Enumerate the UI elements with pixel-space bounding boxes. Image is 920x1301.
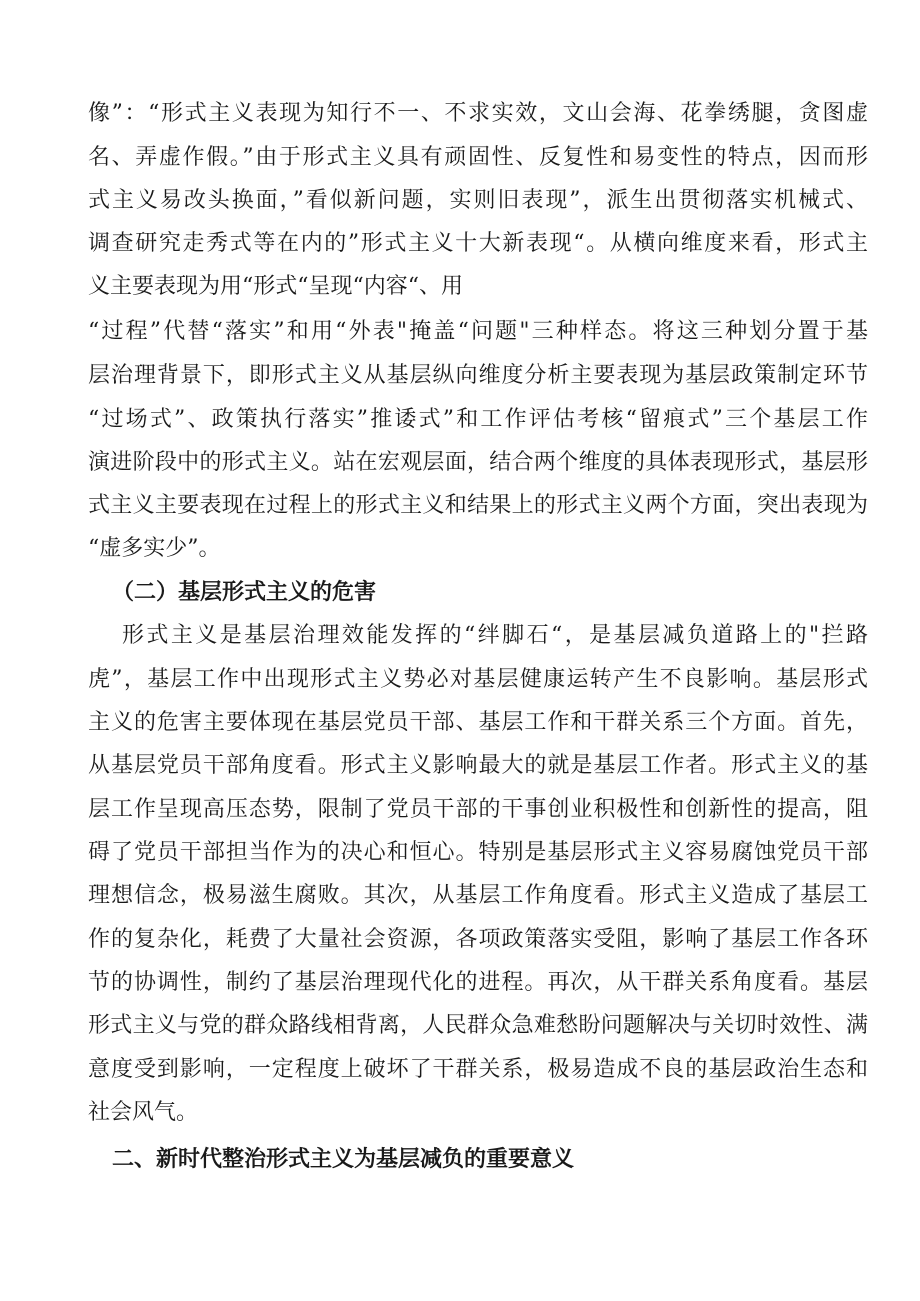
paragraph-line: “过场式”、政策执行落实”推诿式”和工作评估考核“留痕式”三个基层工作 xyxy=(88,407,868,432)
paragraph-line: 式主义易改头换面，”看似新问题，实则旧表现”，派生出贯彻落实机械式、 xyxy=(88,188,868,213)
paragraph-line: 名、弄虚作假。”由于形式主义具有顽固性、反复性和易变性的特点，因而形 xyxy=(88,145,868,170)
paragraph-line: 从基层党员干部角度看。形式主义影响最大的就是基层工作者。形式主义的基 xyxy=(88,753,868,778)
paragraph-line: “虚多实少”。 xyxy=(88,536,221,561)
paragraph-line: 虎”，基层工作中出现形式主义势必对基层健康运转产生不良影响。基层形式 xyxy=(88,667,868,692)
paragraph-line: 式主义主要表现在过程上的形式主义和结果上的形式主义两个方面，突出表现为 xyxy=(88,493,868,518)
paragraph-line: 形式主义是基层治理效能发挥的“绊脚石“，是基层减负道路上的"拦路 xyxy=(122,623,868,648)
paragraph-line: 社会风气。 xyxy=(88,1100,199,1125)
paragraph-line: 节的协调性，制约了基层治理现代化的进程。再次，从干群关系角度看。基层 xyxy=(88,970,868,995)
paragraph-line: 作的复杂化，耗费了大量社会资源，各项政策落实受阻，影响了基层工作各环 xyxy=(88,927,868,952)
paragraph-line: 像”：“形式主义表现为知行不一、不求实效，文山会海、花拳绣腿，贪图虚 xyxy=(88,101,868,126)
paragraph-line: 层工作呈现高压态势，限制了党员干部的干事创业积极性和创新性的提高，阻 xyxy=(88,797,868,822)
section-heading: （二）基层形式主义的危害 xyxy=(112,580,377,605)
paragraph-line: 主义的危害主要体现在基层党员干部、基层工作和干群关系三个方面。首先， xyxy=(88,710,868,735)
paragraph-line: 形式主义与党的群众路线相背离，人民群众急难愁盼问题解决与关切时效性、满 xyxy=(88,1013,868,1038)
paragraph-line: 调查研究走秀式等在内的”形式主义十大新表现“。从横向维度来看，形式主 xyxy=(88,231,868,256)
paragraph-line: 层治理背景下，即形式主义从基层纵向维度分析主要表现为基层政策制定环节 xyxy=(88,363,868,388)
chapter-heading: 二、新时代整治形式主义为基层减负的重要意义 xyxy=(112,1147,575,1172)
paragraph-line: 演进阶段中的形式主义。站在宏观层面，结合两个维度的具体表现形式，基层形 xyxy=(88,450,868,475)
paragraph-line: 理想信念，极易滋生腐败。其次，从基层工作角度看。形式主义造成了基层工 xyxy=(88,883,868,908)
paragraph-line: 碍了党员干部担当作为的决心和恒心。特别是基层形式主义容易腐蚀党员干部 xyxy=(88,840,868,865)
paragraph-line: “过程”代替“落实”和用“外表"掩盖“问题"三种样态。将这三种划分置于基 xyxy=(88,319,868,344)
paragraph-line: 义主要表现为用“形式“呈现“内容“、用 xyxy=(88,274,463,299)
paragraph-line: 意度受到影响，一定程度上破坏了干群关系，极易造成不良的基层政治生态和 xyxy=(88,1057,868,1082)
